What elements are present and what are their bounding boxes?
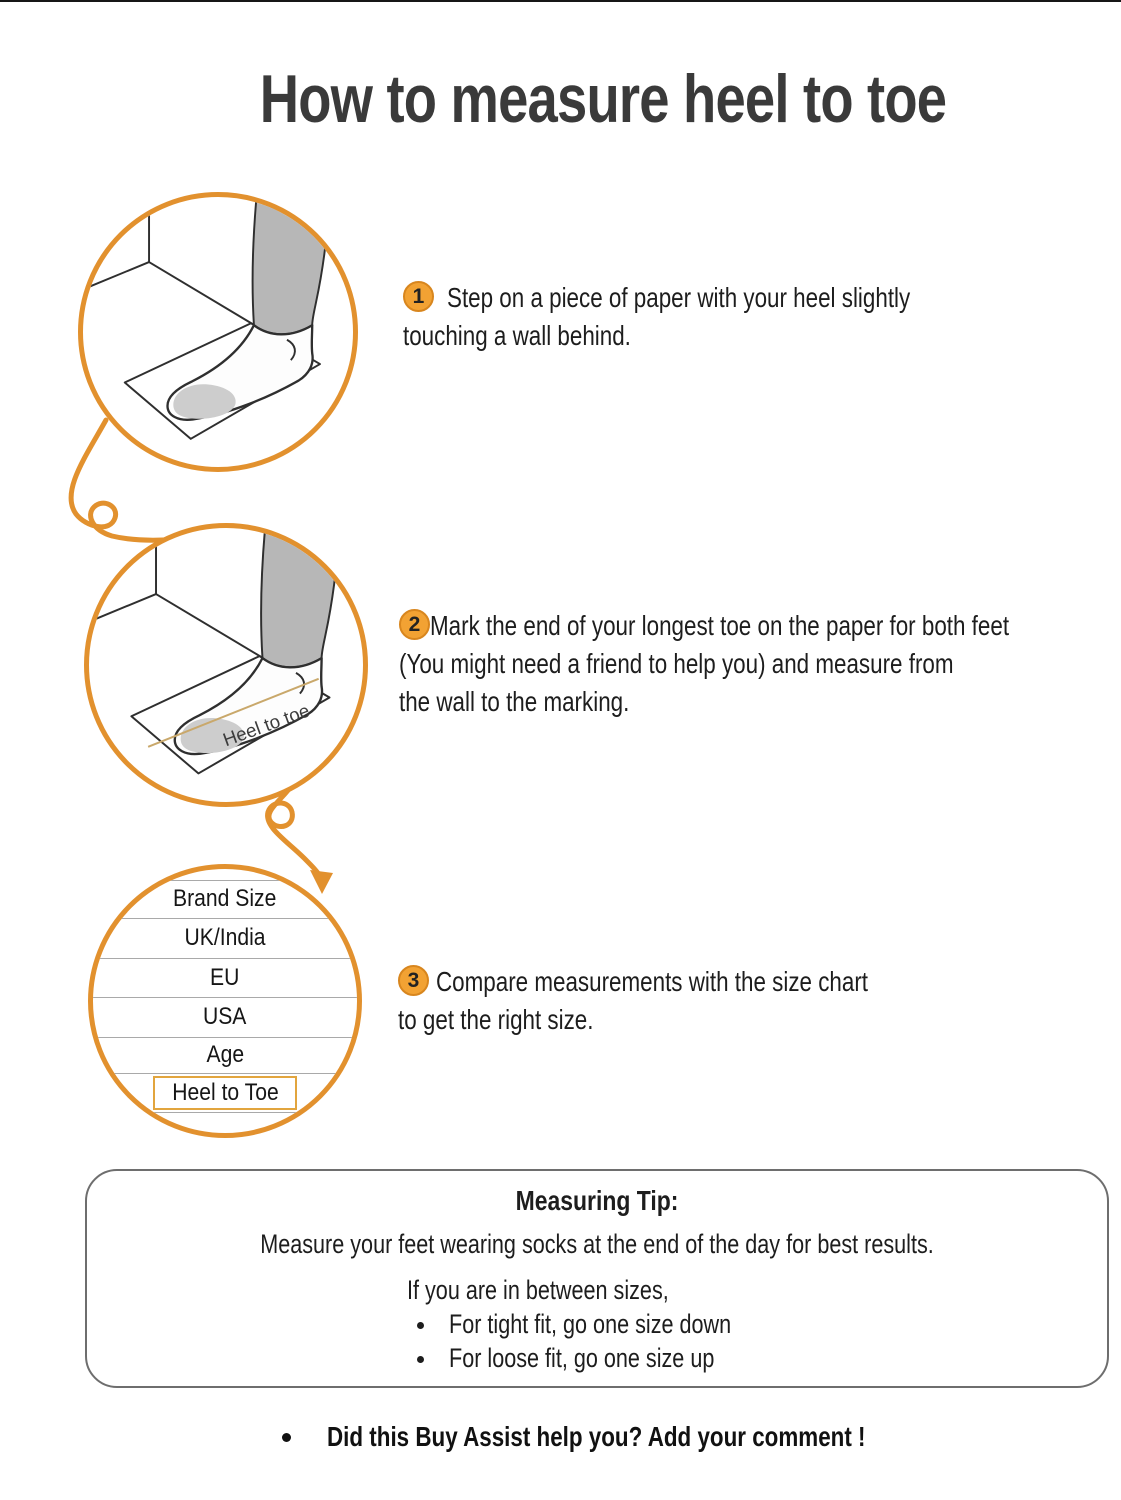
bullet-dot [282,1433,291,1442]
measuring-tip-bullet: For loose fit, go one size up [449,1343,715,1373]
step-1-number-badge: 1 [403,281,434,312]
page-title: How to measure heel to toe [259,61,947,137]
step-1 [403,279,1026,355]
heel-to-toe-highlight-box: Heel to Toe [153,1076,298,1110]
top-border-line [0,0,1121,2]
bullet-dot [417,1322,424,1329]
size-chart-row: EU [210,963,240,991]
step-3 [398,963,976,1039]
row-divider [88,1112,362,1113]
measuring-tip-intro: Measure your feet wearing socks at the end of the day for best results. [260,1229,934,1259]
step-text-line: Mark the end of your longest toe on the paper for both feet [430,610,1010,641]
step-text-line: (You might need a friend to help you) and measure from [399,648,954,679]
measuring-tip-bullet: For tight fit, go one size down [449,1309,732,1339]
illustration-step1-circle [78,192,358,472]
step-2-number-badge: 2 [399,609,430,640]
step-text-line: to get the right size. [398,1004,594,1035]
size-chart-row: UK/India [184,924,266,951]
step-text-line: Step on a piece of paper with your heel slightly [447,282,911,313]
step-3-number-badge: 3 [398,965,429,996]
illustration-step2-circle [84,523,368,807]
measuring-tip-box [85,1169,1109,1388]
size-chart-circle [88,864,362,1138]
foot-on-paper-illustration [83,197,353,467]
size-chart-row: Brand Size [173,885,277,912]
step-text-line: touching a wall behind. [403,320,631,351]
measuring-tip-between-sizes: If you are in between sizes, [407,1275,669,1305]
size-chart-row-highlighted [93,1074,357,1111]
foot-measurement-illustration [89,528,363,802]
bullet-dot [417,1356,424,1363]
step-text-line: the wall to the marking. [399,686,630,717]
heel-to-toe-label: Heel to toe [220,699,313,751]
size-chart-row: Age [206,1041,244,1068]
step-text-line: Compare measurements with the size chart [436,966,868,997]
measuring-tip-title: Measuring Tip: [515,1185,679,1216]
step-2 [399,607,1121,721]
buy-assist-note: Did this Buy Assist help you? Add your comment ! [327,1421,866,1452]
size-chart-row: USA [203,1003,247,1030]
